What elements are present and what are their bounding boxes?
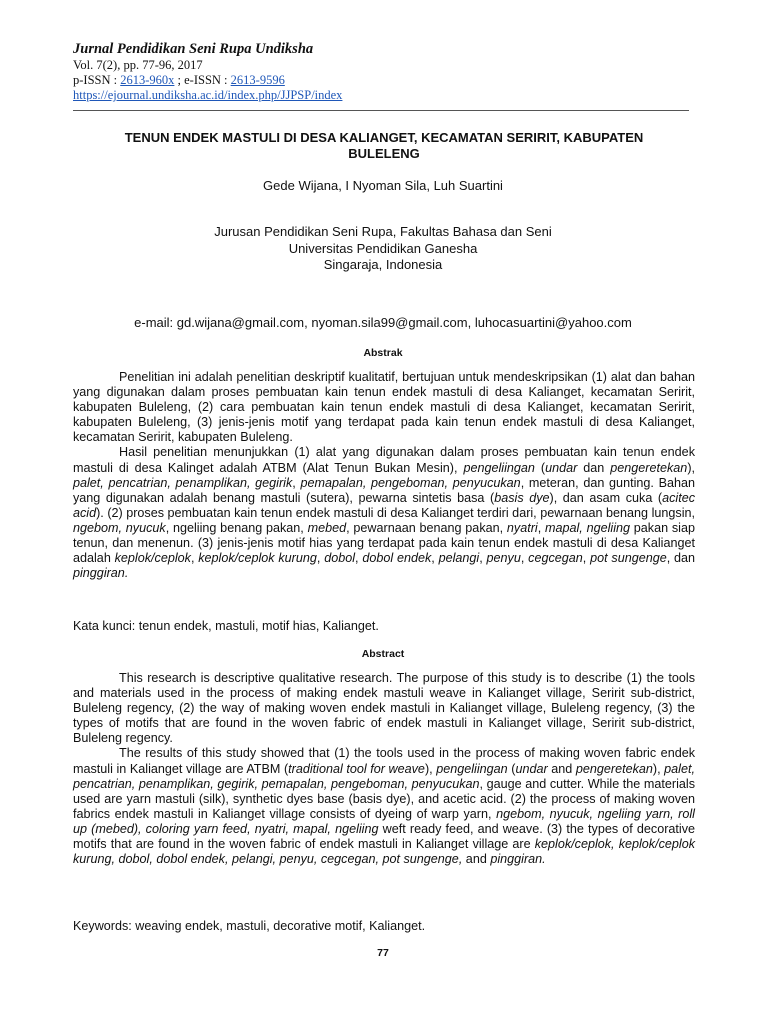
journal-url-link[interactable]: https://ejournal.undiksha.ac.id/index.php/JJPSP/index [73, 88, 343, 102]
abstrak-paragraph-1: Penelitian ini adalah penelitian deskriptif kualitatif, bertujuan untuk mendeskripsikan (1) alat dan bahan yang digunakan dalam proses pembuatan kain tenun endek mastuli di desa Kalianget, kecamatan Seririt, kabupaten Buleleng, (2) cara pembuatan kain tenun endek mastuli di desa Kalianget, kecamatan Seririt, kabupaten Buleleng, (3) jenis-jenis motif yang terdapat pada kain tenun endek mastuli di desa Kalianget, kecamatan Seririt, kabupaten Buleleng. [73, 370, 695, 445]
text-run: ( [507, 761, 516, 776]
text-run: , [292, 475, 301, 490]
italic-text-run: pinggiran. [490, 852, 546, 867]
article-title: TENUN ENDEK MASTULI DI DESA KALIANGET, KECAMATAN SERIRIT, KABUPATEN BULELENG [124, 130, 644, 161]
italic-text-run: palet, pencatrian, penamplikan, gegirik, pemapalan, pengeboman, penyucukan [73, 761, 695, 791]
abstract-paragraph-1: This research is descriptive qualitative research. The purpose of this study is to describe (1) the tools and materials used in the process of making endek mastuli weave in Kalianget village, Seririt sub-district, Buleleng regency, (2) the way of making woven endek mastuli in Kalianget village, Buleleng regency, (3) the types of motifs that are found in the woven fabric of endek mastuli in Kalianget village, Seririt sub-district, Buleleng regency. [73, 671, 695, 746]
text-run: weft ready feed, and weave. (3) the types of decorative motifs that are found in the woven fabric of endek mastuli in Kalianget village are [73, 821, 696, 852]
journal-name: Jurnal Pendidikan Seni Rupa Undiksha [73, 41, 314, 57]
italic-text-run: cegcegan [528, 551, 583, 566]
italic-text-run: pengeretekan [575, 761, 653, 776]
abstrak-body [73, 370, 695, 581]
italic-text-run: pinggiran. [73, 566, 129, 581]
affiliation-line: Universitas Pendidikan Ganesha [288, 240, 478, 256]
text-run: , [520, 551, 529, 566]
affiliation-line: Singaraja, Indonesia [323, 257, 443, 272]
pissn-label: p-ISSN : [73, 73, 121, 87]
text-run: , meteran, dan gunting. Bahan yang digunakan adalah benang mastuli (sutera), pewarna sintetis basa ( [73, 475, 696, 505]
text-run: Hasil penelitian menunjukkan (1) alat yang digunakan dalam proses pembuatan kain tenun endek mastuli di desa Kalinget adalah ATBM (Alat Tenun Bukan Mesin), [73, 445, 695, 475]
italic-text-run: keplok/ceplok kurung [198, 551, 317, 566]
text-run: ( [534, 460, 546, 475]
text-run: , pewarnaan benang pakan, [346, 520, 507, 535]
italic-text-run: undar [545, 460, 578, 475]
italic-text-run: ngebom, nyucuk [73, 520, 166, 535]
pissn-link[interactable]: 2613-960x [120, 73, 175, 87]
text-run: , dan [666, 551, 696, 566]
issn-line [73, 73, 693, 88]
journal-volume: Vol. 7(2), pp. 77-96, 2017 [73, 58, 203, 72]
italic-text-run: basis dye [494, 490, 550, 505]
affiliation-line: Jurusan Pendidikan Seni Rupa, Fakultas Bahasa dan Seni [214, 224, 552, 239]
text-run: pakan siap tenun, dan menenun. (3) jenis-jenis motif hias yang terdapat pada kain tenun endek mastuli di desa Kalianget adalah [73, 520, 695, 566]
text-run: , [431, 551, 439, 566]
eissn-link[interactable]: 2613-9596 [230, 73, 285, 87]
italic-text-run: pemapalan, pengeboman, penyucukan [300, 475, 521, 490]
abstract-heading: Abstract [361, 648, 405, 660]
italic-text-run: pengeliingan [436, 761, 508, 776]
text-run: , ngeliing benang pakan, [165, 520, 308, 535]
text-run: , [537, 520, 545, 535]
italic-text-run: ngebom, nyucuk, ngeliing yarn, roll up (mebed), coloring yarn feed, nyatri, mapal, ngeliing [73, 806, 695, 836]
italic-text-run: acitec acid [73, 490, 695, 520]
article-authors: Gede Wijana, I Nyoman Sila, Luh Suartini [263, 178, 503, 193]
italic-text-run: pot sungenge [590, 551, 667, 566]
italic-text-run: dobol endek [362, 551, 432, 566]
italic-text-run: pengeretekan [610, 460, 688, 475]
text-run: , gauge and cutter. While the materials used are yarn mastuli (silk), synthetic dyes base (basis dye), and acetic acid. (2) the process of making woven fabrics endek mastuli in Kalianget village consists of dyeing of warp yarn, [73, 776, 695, 821]
abstract-body [73, 671, 695, 867]
abstrak-keywords: Kata kunci: tenun endek, mastuli, motif hias, Kalianget. [73, 619, 379, 633]
italic-text-run: undar [515, 761, 548, 776]
italic-text-run: dobol [324, 551, 356, 566]
italic-text-run: pelangi [438, 551, 480, 566]
italic-text-run: pengeliingan [463, 460, 535, 475]
text-run: and [547, 761, 576, 776]
journal-header [73, 41, 693, 103]
article-email: e-mail: gd.wijana@gmail.com, nyoman.sila99@gmail.com, luhocasuartini@yahoo.com [134, 315, 632, 330]
italic-text-run: keplok/ceplok, keplok/ceplok kurung, dobol, dobol endek, pelangi, penyu, cegcegan, pot sungenge, [73, 837, 695, 867]
text-run: The results of this study showed that (1) the tools used in the process of making woven fabric endek mastuli in Kalianget village are ATBM ( [73, 746, 695, 776]
italic-text-run: mebed [307, 520, 347, 535]
text-run: ), dan asam cuka ( [549, 490, 663, 505]
article-affiliation [73, 224, 693, 274]
text-run: , [355, 551, 363, 566]
text-run: dan [577, 460, 611, 475]
text-run: ), [687, 460, 696, 475]
text-run: , [316, 551, 325, 566]
text-run: , [582, 551, 591, 566]
abstract-keywords: Keywords: weaving endek, mastuli, decorative motif, Kalianget. [73, 919, 426, 933]
text-run: ), [424, 761, 437, 776]
italic-text-run: palet, pencatrian, penamplikan, gegirik [73, 475, 293, 490]
eissn-label: ; e-ISSN : [174, 73, 231, 87]
italic-text-run: nyatri [506, 520, 538, 535]
page-number: 77 [377, 947, 389, 959]
text-run: ). (2) proses pembuatan kain tenun endek mastuli di desa Kalianget terdiri dari, pewarnaan benang lungsin, [96, 505, 695, 520]
abstract-paragraph-2 [73, 746, 695, 867]
italic-text-run: traditional tool for weave [288, 761, 425, 776]
text-run: , [190, 551, 199, 566]
text-run: and [462, 852, 491, 867]
text-run: , [479, 551, 487, 566]
italic-text-run: penyu [486, 551, 521, 566]
italic-text-run: mapal, ngeliing [545, 520, 630, 535]
abstrak-heading: Abstrak [363, 347, 403, 359]
header-divider [73, 110, 689, 111]
italic-text-run: keplok/ceplok [114, 551, 191, 566]
text-run: ), [652, 761, 665, 776]
abstrak-paragraph-2 [73, 445, 695, 581]
